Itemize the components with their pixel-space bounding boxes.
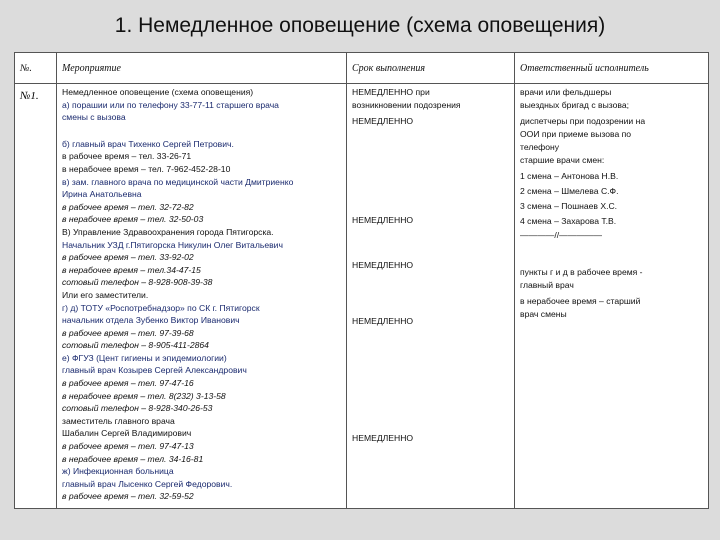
notification-table <box>14 52 709 509</box>
activity-line: в рабочее время – тел. 97-47-16 <box>62 378 194 389</box>
activity-line: в рабочее время – тел. 33-92-02 <box>62 252 194 263</box>
activity-line: заместитель главного врача <box>62 415 175 426</box>
responsible-line: телефону <box>520 142 560 152</box>
deadline-line: НЕМЕДЛЕННО <box>352 260 414 270</box>
responsible-line: ООИ при приеме вызова по <box>520 129 632 139</box>
responsible-line: 2 смена – Шмелева С.Ф. <box>520 186 619 196</box>
activity-line: ж) Инфекционная больница <box>62 466 174 477</box>
activity-line: смены с вызова <box>62 112 126 123</box>
deadline-line: НЕМЕДЛЕННО <box>352 433 414 443</box>
activity-line: в нерабочее время – тел. 32-50-03 <box>62 214 204 225</box>
activity-line: в нерабочее время – тел. 34-16-81 <box>62 453 204 464</box>
responsible-cell <box>515 84 709 509</box>
activity-line: г) д) ТОТУ «Роспотребнадзор» по СК г. Пятигорск <box>62 302 260 313</box>
responsible-line: 4 смена – Захарова Т.В. <box>520 216 617 226</box>
activity-line: в рабочее время – тел. 32-59-52 <box>62 491 194 502</box>
activity-line: б) главный врач Тихенко Сергей Петрович. <box>62 138 234 149</box>
responsible-line: главный врач <box>520 280 574 290</box>
responsible-line: выездных бригад с вызова; <box>520 100 630 110</box>
activity-line: в рабочее время – тел. 32-72-82 <box>62 201 194 212</box>
activity-line: сотовый телефон – 8-905-411-2864 <box>62 340 209 351</box>
activity-line: е) ФГУЗ (Цент гигиены и эпидемиологии) <box>62 352 227 363</box>
activity-line: Или его заместители. <box>62 289 149 300</box>
table-header-row <box>15 53 709 84</box>
deadline-line: возникновении подозрения <box>352 100 461 110</box>
activity-line: главный врач Лысенко Сергей Федорович. <box>62 478 233 489</box>
activity-cell <box>57 84 347 509</box>
activity-line: в нерабочее время – тел. 7-962-452-28-10 <box>62 163 231 174</box>
activity-line: Немедленное оповещение (схема оповещения) <box>62 87 254 97</box>
activity-line: в нерабочее время – тел. 8(232) 3-13-58 <box>62 390 226 401</box>
activity-line: Шабалин Сергей Владимирович <box>62 428 192 439</box>
activity-line: сотовый телефон – 8-928-340-26-53 <box>62 403 213 414</box>
activity-line: В) Управление Здравоохранения города Пятигорска. <box>62 226 274 237</box>
activity-line: начальник отдела Зубенко Виктор Иванович <box>62 315 240 326</box>
deadline-line: НЕМЕДЛЕННО <box>352 116 414 126</box>
deadline-line: НЕМЕДЛЕННО <box>352 215 414 225</box>
activity-line: в рабочее время – тел. 97-47-13 <box>62 441 194 452</box>
deadline-cell <box>347 84 515 509</box>
responsible-line: 3 смена – Пошнаев Х.С. <box>520 201 618 211</box>
activity-line: Начальник УЗД г.Пятигорска Никулин Олег Витальевич <box>62 239 283 250</box>
header-deadline: Срок выполнения <box>347 53 515 84</box>
activity-line: в) зам. главного врача по медицинской части Дмитриенко <box>62 176 294 187</box>
page-title: 1. Немедленное оповещение (схема оповещения) <box>114 14 606 37</box>
activity-line: в рабочее время – тел. 33-26-71 <box>62 151 192 162</box>
row-number: №1. <box>15 84 57 509</box>
activity-line <box>62 124 341 138</box>
activity-line: в нерабочее время – тел.34-47-15 <box>62 264 201 275</box>
activity-line: а) порашии или по телефону 33-77-11 старшего врача <box>62 99 279 110</box>
header-number: №. <box>15 53 57 84</box>
activity-line: сотовый телефон – 8-928-908-39-38 <box>62 277 213 288</box>
responsible-line: старшие врачи смен: <box>520 155 605 165</box>
activity-line: в рабочее время – тел. 97-39-68 <box>62 327 194 338</box>
deadline-line: НЕМЕДЛЕННО при <box>352 87 430 97</box>
responsible-line: в нерабочее время – старший <box>520 296 641 306</box>
responsible-line: врачи или фельдшеры <box>520 87 612 97</box>
responsible-line: врач смены <box>520 309 567 319</box>
header-activity: Мероприятие <box>57 53 347 84</box>
table-row <box>15 84 709 509</box>
deadline-line: НЕМЕДЛЕННО <box>352 316 414 326</box>
responsible-line: пункты г и д в рабочее время - <box>520 267 643 277</box>
activity-line: Ирина Анатольевна <box>62 189 142 200</box>
header-responsible: Ответственный исполнитель <box>515 53 709 84</box>
responsible-line: 1 смена – Антонова Н.В. <box>520 171 619 181</box>
responsible-line: ————//————— <box>520 230 603 240</box>
activity-line: главный врач Козырев Сергей Александрович <box>62 365 247 376</box>
responsible-line: диспетчеры при подозрении на <box>520 116 646 126</box>
